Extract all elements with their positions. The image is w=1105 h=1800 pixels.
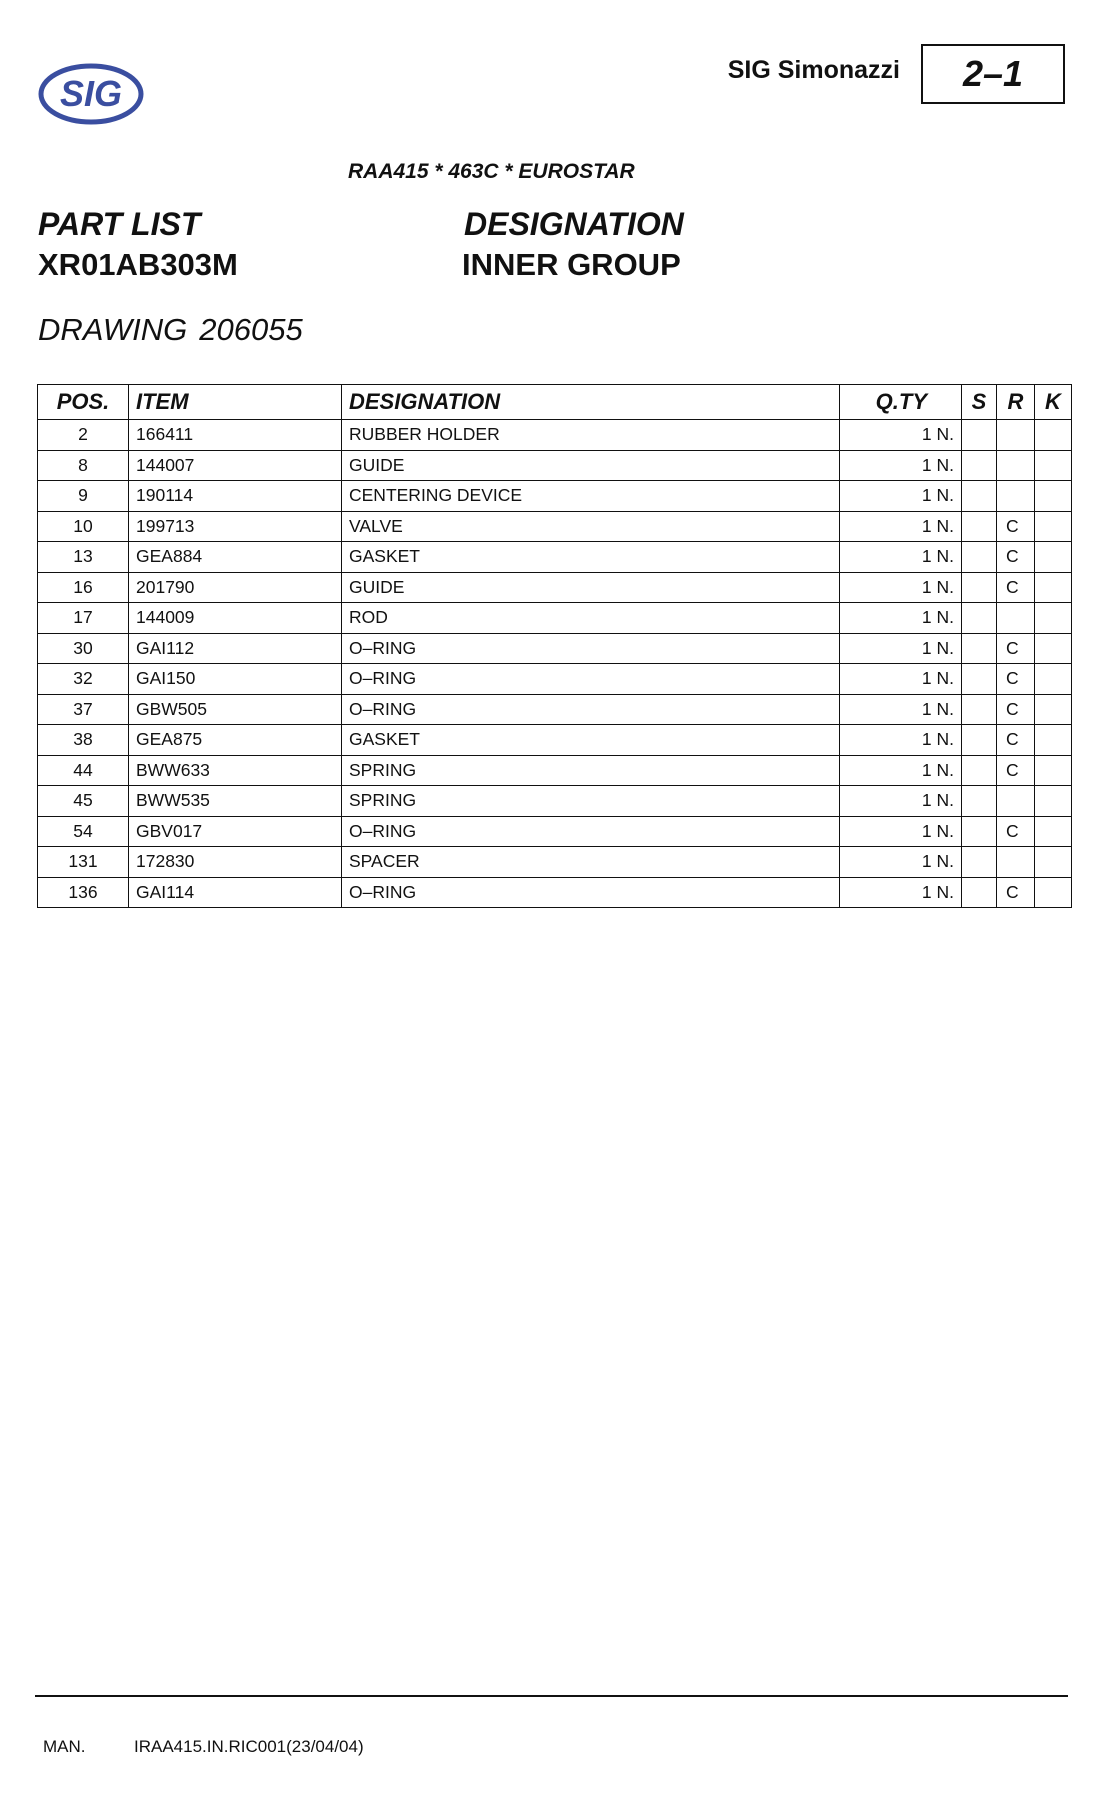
drawing-number: 206055	[199, 312, 303, 347]
cell-k	[1035, 786, 1072, 817]
cell-s	[962, 420, 997, 451]
cell-r	[997, 481, 1035, 512]
cell-k	[1035, 481, 1072, 512]
footer-doc-code: IRAA415.IN.RIC001(23/04/04)	[134, 1737, 364, 1756]
drawing-label: DRAWING	[38, 312, 188, 347]
cell-qty: 1 N.	[840, 481, 962, 512]
cell-item: 201790	[129, 572, 342, 603]
cell-s	[962, 816, 997, 847]
table-row	[38, 511, 1072, 542]
col-header-k: K	[1035, 385, 1072, 420]
cell-qty: 1 N.	[840, 603, 962, 634]
cell-pos: 37	[38, 694, 129, 725]
cell-s	[962, 633, 997, 664]
cell-s	[962, 481, 997, 512]
cell-qty: 1 N.	[840, 877, 962, 908]
cell-pos: 136	[38, 877, 129, 908]
cell-designation: GUIDE	[342, 572, 840, 603]
designation-label: DESIGNATION	[464, 206, 684, 242]
cell-k	[1035, 877, 1072, 908]
cell-qty: 1 N.	[840, 847, 962, 878]
cell-qty: 1 N.	[840, 511, 962, 542]
cell-s	[962, 603, 997, 634]
cell-s	[962, 755, 997, 786]
logo-text: SIG	[59, 73, 123, 114]
page-number: 2–1	[921, 44, 1065, 104]
cell-k	[1035, 511, 1072, 542]
table-row	[38, 725, 1072, 756]
parts-table-body	[38, 420, 1072, 908]
cell-qty: 1 N.	[840, 420, 962, 451]
cell-k	[1035, 664, 1072, 695]
cell-k	[1035, 542, 1072, 573]
cell-pos: 131	[38, 847, 129, 878]
designation-value: INNER GROUP	[462, 247, 681, 282]
cell-s	[962, 877, 997, 908]
cell-s	[962, 542, 997, 573]
cell-pos: 54	[38, 816, 129, 847]
cell-designation: CENTERING DEVICE	[342, 481, 840, 512]
cell-designation: O–RING	[342, 664, 840, 695]
cell-designation: SPRING	[342, 786, 840, 817]
cell-k	[1035, 847, 1072, 878]
cell-r: C	[997, 572, 1035, 603]
drawing-line	[38, 312, 303, 348]
part-list-label: PART LIST	[38, 206, 201, 242]
table-row	[38, 633, 1072, 664]
cell-designation: GASKET	[342, 725, 840, 756]
cell-s	[962, 664, 997, 695]
cell-designation: RUBBER HOLDER	[342, 420, 840, 451]
cell-r	[997, 450, 1035, 481]
cell-pos: 17	[38, 603, 129, 634]
cell-item: GBV017	[129, 816, 342, 847]
cell-r: C	[997, 755, 1035, 786]
cell-r: C	[997, 542, 1035, 573]
cell-qty: 1 N.	[840, 542, 962, 573]
cell-designation: O–RING	[342, 877, 840, 908]
cell-item: 166411	[129, 420, 342, 451]
cell-s	[962, 725, 997, 756]
cell-k	[1035, 755, 1072, 786]
cell-designation: SPACER	[342, 847, 840, 878]
table-row	[38, 481, 1072, 512]
cell-item: GAI112	[129, 633, 342, 664]
company-name: SIG Simonazzi	[727, 56, 900, 84]
table-row	[38, 664, 1072, 695]
cell-designation: GUIDE	[342, 450, 840, 481]
cell-k	[1035, 450, 1072, 481]
cell-qty: 1 N.	[840, 755, 962, 786]
cell-s	[962, 572, 997, 603]
cell-item: GAI114	[129, 877, 342, 908]
cell-k	[1035, 633, 1072, 664]
footer-divider	[35, 1695, 1068, 1697]
cell-pos: 44	[38, 755, 129, 786]
cell-pos: 45	[38, 786, 129, 817]
table-row	[38, 450, 1072, 481]
cell-item: BWW535	[129, 786, 342, 817]
table-row	[38, 542, 1072, 573]
cell-item: 144007	[129, 450, 342, 481]
cell-qty: 1 N.	[840, 694, 962, 725]
col-header-qty: Q.TY	[840, 385, 962, 420]
sig-logo	[38, 62, 144, 126]
cell-qty: 1 N.	[840, 664, 962, 695]
cell-pos: 10	[38, 511, 129, 542]
table-row	[38, 603, 1072, 634]
table-row	[38, 786, 1072, 817]
col-header-item: ITEM	[129, 385, 342, 420]
cell-k	[1035, 603, 1072, 634]
cell-r: C	[997, 511, 1035, 542]
cell-k	[1035, 816, 1072, 847]
cell-item: GBW505	[129, 694, 342, 725]
cell-k	[1035, 725, 1072, 756]
cell-qty: 1 N.	[840, 633, 962, 664]
cell-qty: 1 N.	[840, 786, 962, 817]
cell-qty: 1 N.	[840, 572, 962, 603]
cell-pos: 9	[38, 481, 129, 512]
col-header-s: S	[962, 385, 997, 420]
cell-r	[997, 786, 1035, 817]
cell-qty: 1 N.	[840, 725, 962, 756]
cell-r: C	[997, 877, 1035, 908]
table-row	[38, 420, 1072, 451]
cell-r: C	[997, 664, 1035, 695]
cell-r	[997, 420, 1035, 451]
cell-designation: SPRING	[342, 755, 840, 786]
cell-pos: 2	[38, 420, 129, 451]
cell-k	[1035, 694, 1072, 725]
col-header-pos: POS.	[38, 385, 129, 420]
table-row	[38, 847, 1072, 878]
part-list-code: XR01AB303M	[38, 247, 238, 282]
table-row	[38, 816, 1072, 847]
cell-k	[1035, 572, 1072, 603]
model-line: RAA415 * 463C * EUROSTAR	[348, 160, 635, 183]
table-row	[38, 572, 1072, 603]
cell-item: 172830	[129, 847, 342, 878]
cell-designation: O–RING	[342, 816, 840, 847]
table-header-row	[38, 385, 1072, 420]
col-header-r: R	[997, 385, 1035, 420]
cell-item: 144009	[129, 603, 342, 634]
cell-s	[962, 511, 997, 542]
cell-pos: 16	[38, 572, 129, 603]
cell-item: GEA884	[129, 542, 342, 573]
cell-designation: O–RING	[342, 633, 840, 664]
cell-item: GEA875	[129, 725, 342, 756]
cell-r	[997, 847, 1035, 878]
cell-pos: 8	[38, 450, 129, 481]
cell-designation: GASKET	[342, 542, 840, 573]
cell-pos: 38	[38, 725, 129, 756]
cell-designation: VALVE	[342, 511, 840, 542]
cell-pos: 30	[38, 633, 129, 664]
cell-r: C	[997, 694, 1035, 725]
cell-s	[962, 786, 997, 817]
cell-s	[962, 450, 997, 481]
col-header-designation: DESIGNATION	[342, 385, 840, 420]
cell-designation: ROD	[342, 603, 840, 634]
cell-item: BWW633	[129, 755, 342, 786]
cell-designation: O–RING	[342, 694, 840, 725]
cell-r: C	[997, 816, 1035, 847]
cell-pos: 32	[38, 664, 129, 695]
cell-r: C	[997, 633, 1035, 664]
table-row	[38, 694, 1072, 725]
parts-table	[37, 384, 1072, 908]
cell-r	[997, 603, 1035, 634]
table-row	[38, 877, 1072, 908]
cell-r: C	[997, 725, 1035, 756]
footer-manual-label: MAN.	[43, 1737, 86, 1756]
cell-k	[1035, 420, 1072, 451]
cell-item: GAI150	[129, 664, 342, 695]
cell-qty: 1 N.	[840, 450, 962, 481]
cell-item: 190114	[129, 481, 342, 512]
cell-pos: 13	[38, 542, 129, 573]
table-row	[38, 755, 1072, 786]
cell-item: 199713	[129, 511, 342, 542]
cell-qty: 1 N.	[840, 816, 962, 847]
cell-s	[962, 694, 997, 725]
cell-s	[962, 847, 997, 878]
